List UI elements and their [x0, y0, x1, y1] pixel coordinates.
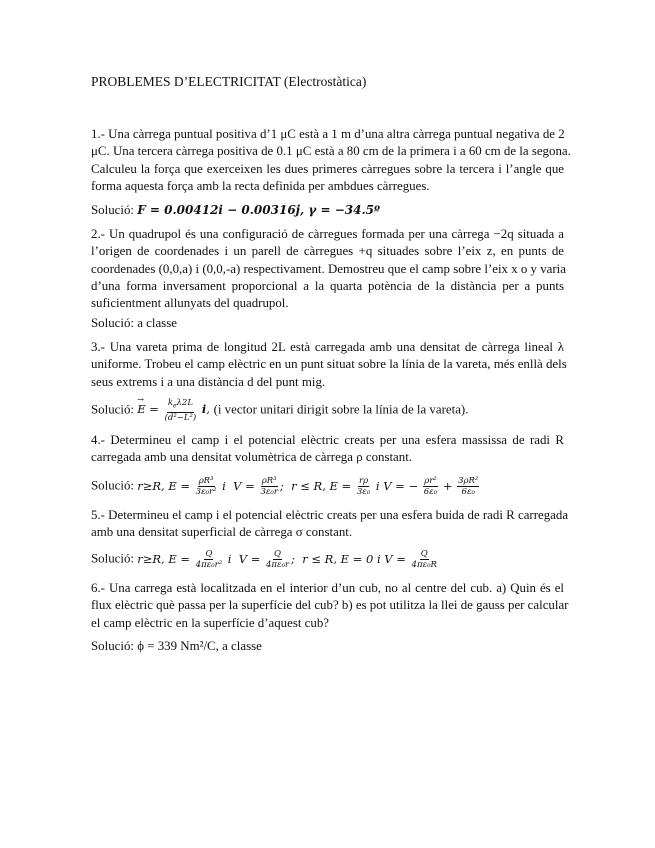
problem-6-line: flux elèctric què passa per la superfície del cub? b) es pot utilitza la llei de gauss per calcular — [91, 598, 569, 613]
solution-note: (i vector unitari dirigit sobre la línia de la vareta). — [213, 402, 469, 417]
solution-text: a classe — [137, 316, 177, 330]
problem-1-line: μC. Una tercera càrrega positiva de 0.1 μC està a 80 cm de la primera i a 60 cm de la segona. — [91, 144, 571, 159]
solution-text: ϕ = 339 Nm²/C, a classe — [137, 639, 262, 653]
problem-1-solution — [91, 201, 380, 219]
problem-1-line: Calculeu la força que exerceixen les dues primeres càrregues sobre la tercera i l’angle que — [91, 161, 564, 176]
problem-4 — [91, 432, 564, 467]
solution-label: Solució: — [91, 316, 134, 330]
solution-label: Solució: — [91, 639, 134, 653]
problem-6-line: el camp elèctric en la superfície d’aquest cub? — [91, 615, 329, 630]
problem-2-solution — [91, 314, 177, 332]
problem-6 — [91, 580, 569, 632]
document-title: PROBLEMES D’ELECTRICITAT (Electrostàtica) — [91, 74, 367, 89]
solution-formula: r≥R, E = $\frac{Q}{\text{4πε₀r²}}$ i V = $\frac{Q}{\text{4πε₀r}}$ ; r ≤ R, E = 0 i V = $\frac{Q}{\text{4πε₀R}}$ — [137, 549, 437, 570]
problem-2-line: coordenades (0,0,a) i (0,0,-a) respectivament. Demostreu que el camp sobre l’eix x o y varia — [91, 261, 566, 276]
problem-2-line: d’una forma inversament proporcional a la quarta potència de la distància per a punts — [91, 278, 564, 293]
problem-2-line: 2.- Un quadrupol és una configuració de càrregues formada per una càrrega −2q situada a — [91, 227, 564, 241]
problem-3-line: seus extrems i a una distància d del punt mig. — [91, 374, 326, 389]
problem-3-line: 3.- Una vareta prima de longitud 2L està carregada amb una densitat de càrrega lineal λ — [91, 340, 564, 354]
problem-1-line: 1.- Una càrrega puntual positiva d’1 μC està a 1 m d’una altra càrrega puntual negativa de 2 — [91, 127, 565, 141]
problem-6-solution — [91, 637, 262, 655]
solution-formula: → E = $\frac{k_e\lambda 2L}{\text{(d²−L²)}}$ i, — [137, 402, 213, 416]
problem-1-line: forma aquesta força amb la recta definida per ambdues càrregues. — [91, 178, 430, 193]
solution-formula: F = 0.00412i − 0.00316j, γ = −34.5º — [137, 203, 380, 217]
problem-6-line: 6.- Una carrega està localitzada en el interior d’un cub, no al centre del cub. a) Quin és el — [91, 581, 564, 595]
problem-5-solution — [91, 549, 439, 570]
solution-formula: r≥R, E = $\frac{\text{ρR³}}{\text{3ε₀r²}}$ i V = $\frac{\text{ρR³}}{\text{3ε₀r}}$ ; r ≤ R, E = $\frac{r\rho}{\text{3ε₀}}$ i V = − $\frac{\text{ρr²}}{\text{6ε₀}}$ + $\frac{\text{3ρR²}}{\text{6ε₀}}$ — [137, 476, 479, 497]
solution-label: Solució: — [91, 203, 134, 217]
problem-3-line: uniforme. Trobeu el camp elèctric en un punt situat sobre la línia de la vareta, més enllà dels — [91, 357, 567, 372]
problem-3-solution — [91, 398, 468, 423]
problem-2-line: l’origen de coordenades i un parell de càrregues +q situades sobre l’eix z, en punts de — [91, 244, 564, 259]
solution-label: Solució: — [91, 551, 134, 566]
problem-5-line: amb una densitat superficial de càrrega σ constant. — [91, 525, 353, 540]
problem-5 — [91, 507, 569, 542]
solution-label: Solució: — [91, 402, 134, 417]
problem-2 — [91, 226, 564, 312]
problem-4-solution — [91, 476, 480, 497]
problem-3 — [91, 339, 567, 391]
solution-label: Solució: — [91, 478, 134, 493]
problem-4-line: 4.- Determineu el camp i el potencial elèctric creats per una esfera massissa de radi R — [91, 433, 564, 447]
problem-1 — [91, 126, 571, 195]
problem-2-line: suficientment allunyats del quadrupol. — [91, 296, 289, 311]
problem-4-line: carregada amb una densitat volumètrica de càrrega ρ constant. — [91, 450, 413, 465]
problem-5-line: 5.- Determineu el camp i el potencial elèctric creats per una esfera buida de radi R carregada — [91, 508, 569, 522]
